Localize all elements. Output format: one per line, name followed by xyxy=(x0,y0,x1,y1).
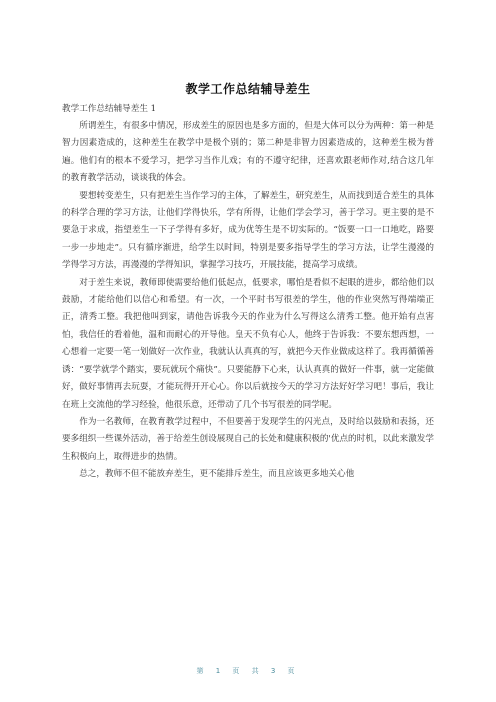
document-body xyxy=(62,101,434,484)
section-heading: 教学工作总结辅导差生 1 xyxy=(62,104,157,114)
paragraph-1: 所谓差生，有很多中情况，形成差生的原因也是多方面的，但是大体可以分为两种：第一种是智力因素造成的，这种差生在教学中是极个别的；第二种是非智力因素造成的，这种差生极为普遍。他们有的根本不爱学习，把学习当作儿戏；有的不遵守纪律，还喜欢跟老师作对,结合这几年的教育教学活动，谈谈我的体会。 xyxy=(62,121,434,184)
paragraph-4: 作为一名教师，在教育教学过程中，不但要善于发现学生的闪光点，及时给以鼓励和表扬，还要多组织一些课外活动，善于给差生创设展现自己的长处和健康积极的'优点的时机，以此来激发学生积极向上，取得进步的热情。 xyxy=(62,416,434,462)
paragraph-3: 对于差生来说，教师即使需要给他们低起点，低要求，哪怕是看似不起眼的进步，都给他们以鼓励，才能给他们以信心和希望。有一次，一个平时书写很差的学生，他的作业突然写得端端正正，清秀工整。我把他叫到家，请他告诉我今天的作业为什么写得这么清秀工整。他开始有点害怕，我信任的看着他，温和而耐心的开导他。皇天不负有心人，他终于告诉我：不要东想西想，一心想着一定要一笔一划做好一次作业，我就认认真真的写，就把今天作业做成这样了。我再循循善诱：“要学就学个踏实，要玩就玩个痛快”。只要能静下心来，认认真真的做好一件事，就一定能做好，做好事情再去玩耍，才能玩得开开心心。你以后就按今天的学习方法好好学习吧！事后，我让在班上交流他的学习经验，他很乐意，还带动了几个书写很差的同学呢。 xyxy=(62,277,434,410)
document-title: 教学工作总结辅导差生 xyxy=(185,82,311,96)
page-number-footer: 第 1 页 共 3 页 xyxy=(196,667,300,675)
paragraph-2: 要想转变差生，只有把差生当作学习的主体，了解差生，研究差生，从而找到适合差生的具体的科学合理的学习方法，让他们学得快乐，学有所得，让他们学会学习，善于学习。更主要的是不要急于求成，指望差生一下子学得有多好，成为优等生是不切实际的。“饭要一口一口地吃，路要一步一步地走”。只有循序渐进，给学生以时间，特别是要多指导学生的学习方法，让学生漫漫的学得学习方法，再漫漫的学得知识，掌握学习技巧，开展技能，提高学习成绩。 xyxy=(62,190,434,271)
paragraph-5: 总之，教师不但不能放弃差生，更不能排斥差生，而且应该更多地关心他 xyxy=(79,469,355,480)
